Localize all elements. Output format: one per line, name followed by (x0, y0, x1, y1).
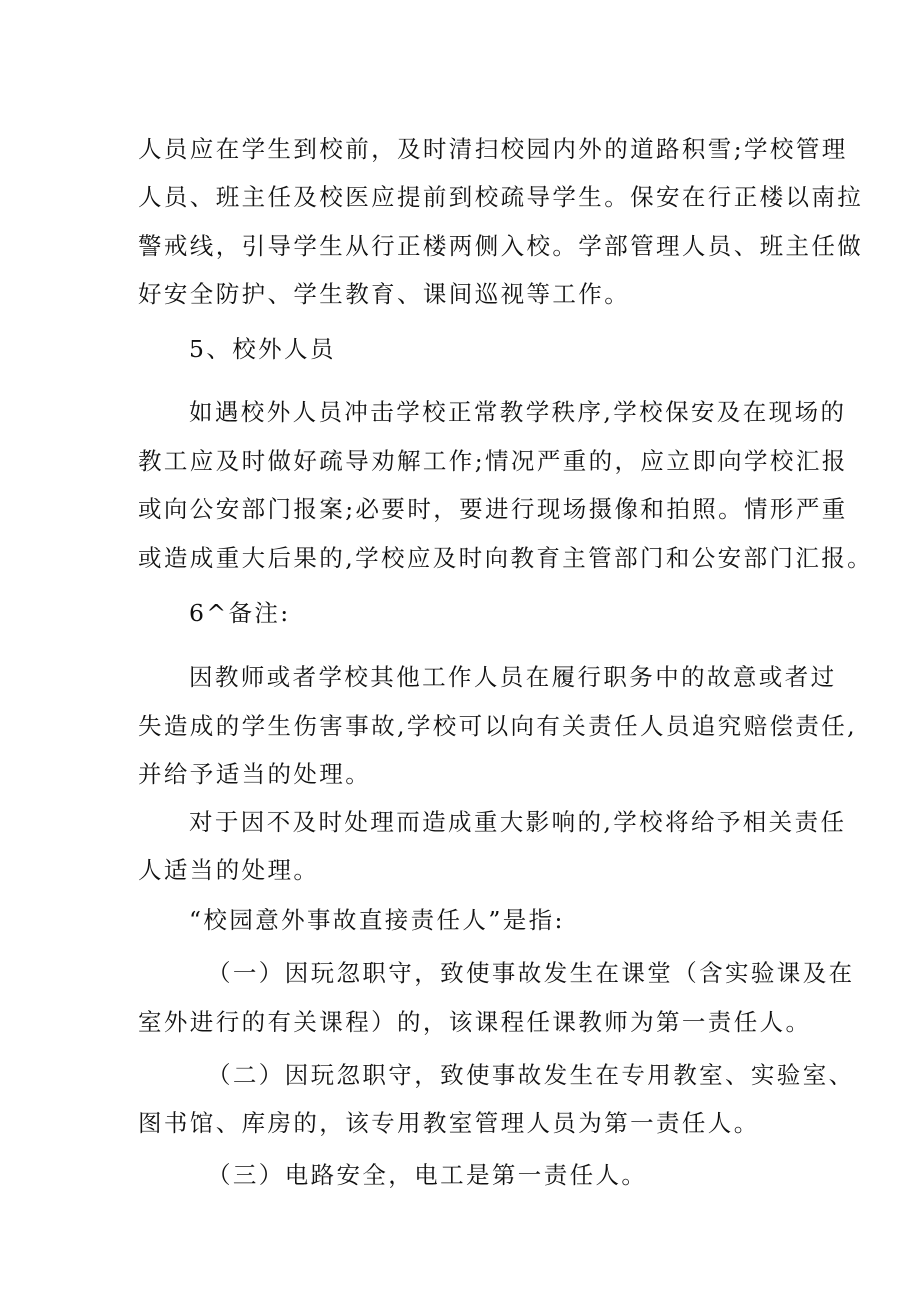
paragraph-line: 失造成的学生伤害事故,学校可以向有关责任人员追究赔偿责任, (138, 712, 858, 740)
paragraph-line: 室外进行的有关课程）的，该课程任课教师为第一责任人。 (138, 1008, 812, 1036)
paragraph-line: 或造成重大后果的,学校应及时向教育主管部门和公安部门汇报。 (138, 544, 874, 572)
paragraph-line: 好安全防护、学生教育、课间巡视等工作。 (138, 280, 631, 308)
paragraph-line: （一）因玩忽职守，致使事故发生在课堂（含实验课及在 (207, 959, 855, 987)
paragraph-line: 如遇校外人员冲击学校正常教学秩序,学校保安及在现场的 (189, 398, 847, 426)
section-heading-5: 5、校外人员 (189, 335, 336, 363)
paragraph-line: 或向公安部门报案;必要时，要进行现场摄像和拍照。情形严重 (138, 495, 848, 523)
paragraph-line: 并给予适当的处理。 (138, 760, 372, 788)
section-heading-6: 6^备注: (189, 599, 291, 627)
paragraph-line: 人员、班主任及校医应提前到校疏导学生。保安在行正楼以南拉 (138, 183, 864, 211)
paragraph-line: （二）因玩忽职守，致使事故发生在专用教室、实验室、 (207, 1061, 855, 1089)
paragraph-line: 警戒线，引导学生从行正楼两侧入校。学部管理人员、班主任做 (138, 232, 864, 260)
paragraph-line: 人适当的处理。 (138, 856, 320, 884)
paragraph-line: 对于因不及时处理而造成重大影响的,学校将给予相关责任 (189, 808, 847, 836)
paragraph-line: （三）电路安全，电工是第一责任人。 (207, 1161, 648, 1189)
paragraph-line: 图书馆、库房的，该专用教室管理人员为第一责任人。 (138, 1109, 760, 1137)
paragraph-line: 教工应及时做好疏导劝解工作;情况严重的，应立即向学校汇报 (138, 447, 848, 475)
paragraph-line: “校园意外事故直接责任人”是指: (189, 906, 565, 934)
paragraph-line: 人员应在学生到校前，及时清扫校园内外的道路积雪;学校管理 (138, 135, 848, 163)
paragraph-line: 因教师或者学校其他工作人员在履行职务中的故意或者过 (189, 663, 837, 691)
